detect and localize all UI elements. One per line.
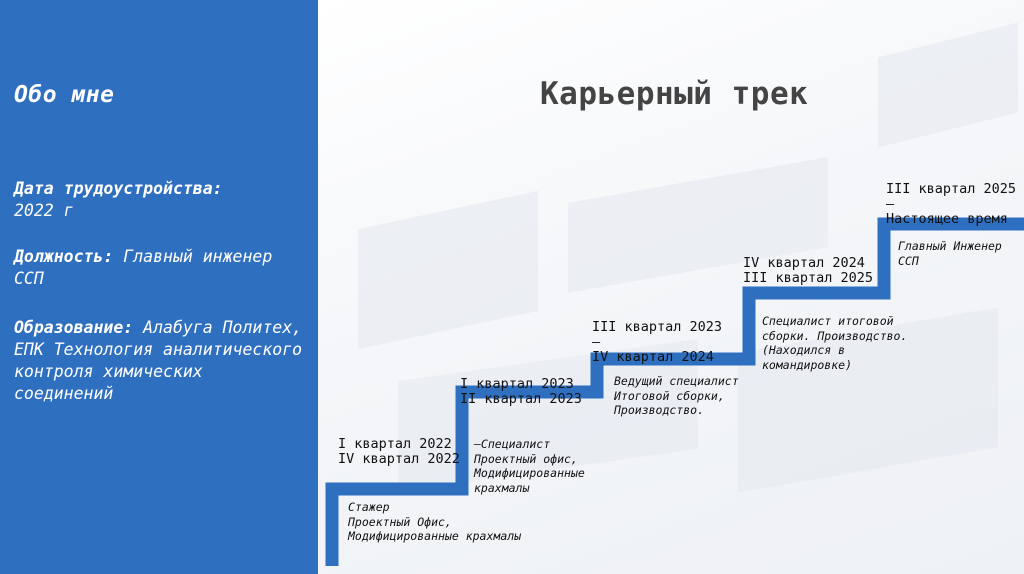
education-label: Образование:: [14, 318, 134, 337]
step-4-role: Специалист итоговой сборки. Производство. (Находился в командировке): [762, 314, 908, 372]
step-1-role: Стажер Проектный Офис, Модифицированные крахмалы: [348, 500, 522, 543]
step-2-period: I квартал 2023 II квартал 2023: [460, 376, 582, 407]
step-3-period: III квартал 2023 – IV квартал 2024: [592, 319, 723, 365]
step-5-role: Главный Инженер ССП: [898, 239, 1002, 268]
step-1-period: I квартал 2022 IV квартал 2022: [338, 436, 460, 467]
page-title: Карьерный трек: [540, 76, 809, 112]
hire-date-label: Дата трудоустройства:: [14, 179, 223, 198]
step-2-role: –Специалист Проектный офис, Модифицированные крахмалы: [474, 437, 585, 495]
about-heading: Обо мне: [14, 82, 115, 108]
position-label: Должность:: [14, 247, 114, 266]
step-3-role: Ведущий специалист Итоговой сборки, Производство.: [614, 374, 739, 417]
education-value: Алабуга Политех, ЕПК Технология аналитического контроля химических соединений: [14, 318, 303, 403]
step-4-period: IV квартал 2024 III квартал 2025: [743, 255, 874, 286]
position-value: Главный инженер ССП: [14, 247, 273, 288]
hire-date-value: 2022 г: [14, 201, 74, 220]
step-5-period: III квартал 2025 – Настоящее время: [886, 182, 1017, 227]
